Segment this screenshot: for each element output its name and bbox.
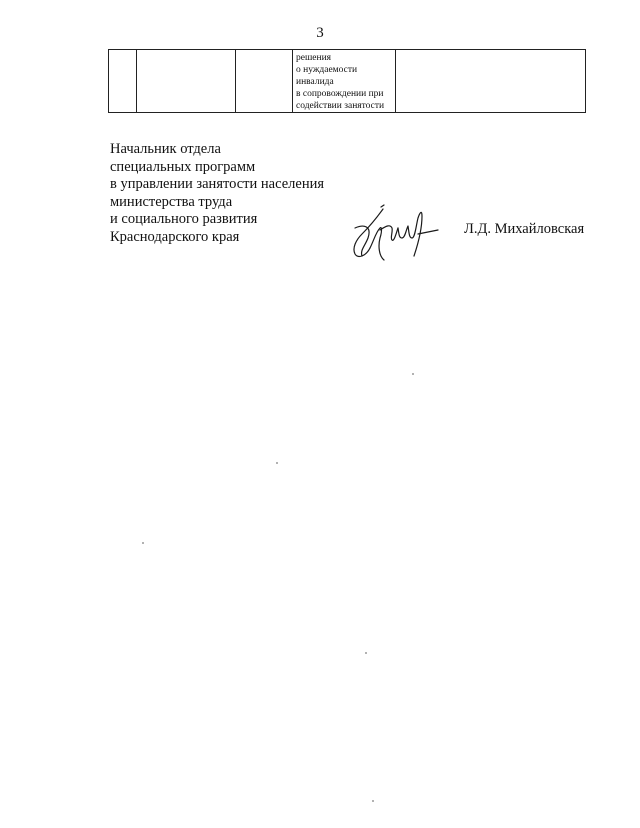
signer-position-line: Краснодарского края [110,228,240,245]
signer-position-line: Начальник отдела [110,141,221,157]
cell-text-line: инвалида [296,77,334,87]
scan-speck [372,800,374,802]
signer-position-block [110,141,324,246]
signer-position-line: специальных программ [110,158,256,175]
scan-speck [276,462,278,464]
table-cell [236,50,293,113]
signer-position-line: и социального развития [110,211,258,227]
scan-speck [365,652,367,654]
table-cell-decision-text [293,50,396,113]
page-number: 3 [316,25,324,41]
scan-speck [412,373,414,375]
signer-position-line: в управлении занятости населения [110,176,325,192]
cell-text-line: в сопровождении при [296,89,384,99]
table-row [109,50,586,113]
signer-position-line: министерства труда [110,193,233,210]
table-cell [396,50,586,113]
signer-name: Л.Д. Михайловская [464,221,585,237]
cell-text-line: решения [296,53,332,63]
table-cell [109,50,137,113]
scan-speck [142,542,144,544]
cell-text-line: содействии занятости [296,101,385,111]
handwritten-signature [348,204,440,264]
cell-text-line: о нуждаемости [296,65,358,75]
table-cell [137,50,236,113]
document-table [108,49,586,113]
